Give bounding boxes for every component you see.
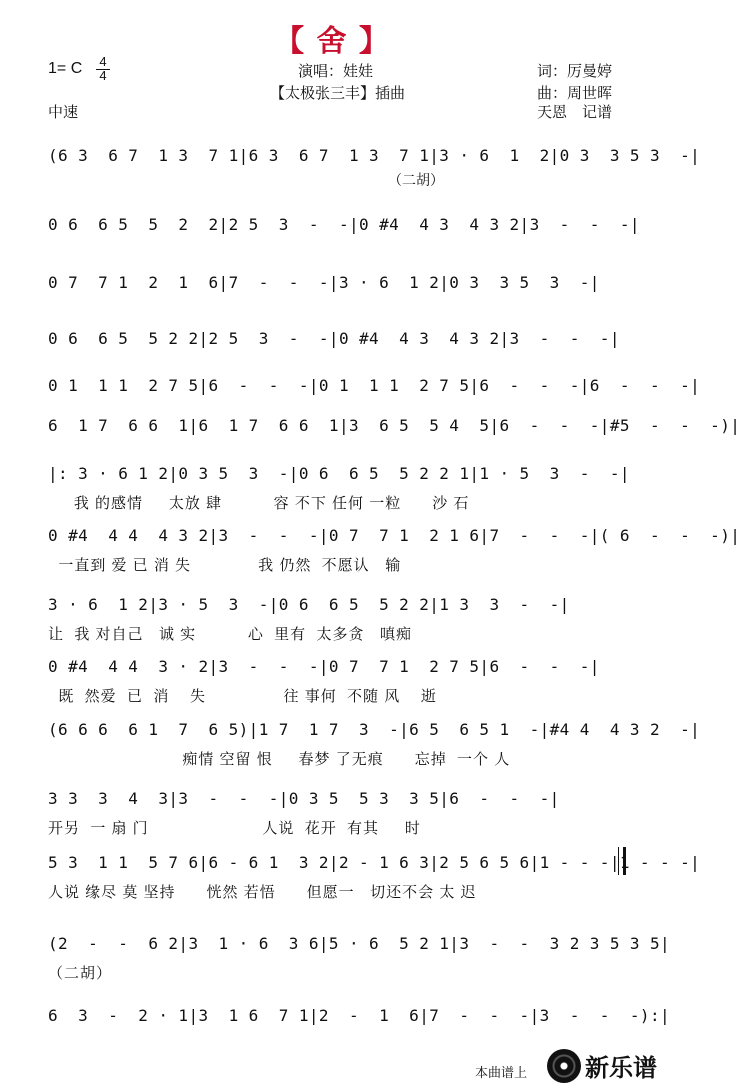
- notation-line: 0 1 1 1 2 7 5|6 - - -|0 1 1 1 2 7 5|6 - - -|6 - - -|: [48, 376, 701, 395]
- footer-text: 本曲谱上: [474, 1065, 527, 1080]
- lyric-line: （二胡）: [48, 965, 113, 982]
- lyric-line: 痴情 空留 恨 春梦 了无痕 忘掉 一个 人: [48, 751, 511, 768]
- notation-line: (6 3 6 7 1 3 7 1|6 3 6 7 1 3 7 1|3 · 6 1 2|0 3 3 5 3 -|: [48, 146, 701, 165]
- time-signature-bottom: 4: [99, 68, 107, 83]
- notation-line: 0 7 7 1 2 1 6|7 - - -|3 · 6 1 2|0 3 3 5 3 -|: [48, 273, 600, 292]
- lyric-line: 一直到 爱 已 消 失 我 仍然 不愿认 输: [48, 557, 402, 574]
- notation-line: (2 - - 6 2|3 1 · 6 3 6|5 · 6 5 2 1|3 - - 3 2 3 5 3 5|: [48, 934, 671, 953]
- transcriber-credit: 天恩 记谱: [537, 104, 613, 121]
- lyric-line: 既 然爱 已 消 失 往 事何 不随 风 逝: [48, 688, 437, 705]
- lyricist-credit: 词：厉曼婷: [537, 63, 613, 80]
- notation-line: 0 #4 4 4 4 3 2|3 - - -|0 7 7 1 2 1 6|7 - - -|( 6 - - -)|: [48, 526, 740, 545]
- song-title: 【 舍 】: [274, 25, 391, 58]
- site-brand: 新乐谱: [585, 1055, 657, 1082]
- lyric-line: 让 我 对自己 诚 实 心 里有 太多贪 嗔痴: [48, 626, 413, 643]
- lyric-line: 人说 缘尽 莫 坚持 恍然 若悟 但愿一 切还不会 太 迟: [48, 884, 477, 901]
- notation-line: 5 3 1 1 5 7 6|6 - 6 1 3 2|2 - 1 6 3|2 5 6 5 6|1 - - -|1 - - -|: [48, 853, 701, 872]
- notation-line: 3 · 6 1 2|3 · 5 3 -|0 6 6 5 5 2 2|1 3 3 - -|: [48, 595, 570, 614]
- composer-credit: 曲：周世晖: [537, 85, 613, 102]
- notation-line: |: 3 · 6 1 2|0 3 5 3 -|0 6 6 5 5 2 2 1|1 · 5 3 - -|: [48, 464, 630, 483]
- final-barline: [618, 847, 626, 875]
- singer-credit: 演唱：娃娃: [298, 63, 374, 80]
- notation-line: 3 3 3 4 3|3 - - -|0 3 5 5 3 3 5|6 - - -|: [48, 789, 560, 808]
- key-signature: 1= C: [48, 60, 83, 77]
- notation-line: 0 #4 4 4 3 · 2|3 - - -|0 7 7 1 2 7 5|6 - - -|: [48, 657, 600, 676]
- lyric-line: 我 的感情 太放 肆 容 不下 任何 一粒 沙 石: [48, 495, 470, 512]
- source-credit: 【太极张三丰】插曲: [270, 85, 406, 102]
- time-signature-top: 4: [96, 56, 110, 70]
- notation-line: 0 6 6 5 5 2 2|2 5 3 - -|0 #4 4 3 4 3 2|3 - - -|: [48, 329, 620, 348]
- tempo-marking: 中速: [48, 104, 79, 121]
- site-logo[interactable]: [547, 1048, 657, 1083]
- instrument-annotation: （二胡）: [388, 172, 444, 188]
- notation-line: (6 6 6 6 1 7 6 5)|1 7 1 7 3 -|6 5 6 5 1 -|#4 4 4 3 2 -|: [48, 720, 701, 739]
- vinyl-disc-icon: [547, 1049, 581, 1083]
- notation-line: 6 3 - 2 · 1|3 1 6 7 1|2 - 1 6|7 - - -|3 - - -):|: [48, 1006, 671, 1025]
- time-signature: [96, 56, 110, 82]
- notation-line: 6 1 7 6 6 1|6 1 7 6 6 1|3 6 5 5 4 5|6 - - -|#5 - - -)|: [48, 416, 740, 435]
- lyric-line: 开另 一 扇 门 人说 花开 有其 时: [48, 820, 421, 837]
- notation-line: 0 6 6 5 5 2 2|2 5 3 - -|0 #4 4 3 4 3 2|3 - - -|: [48, 215, 640, 234]
